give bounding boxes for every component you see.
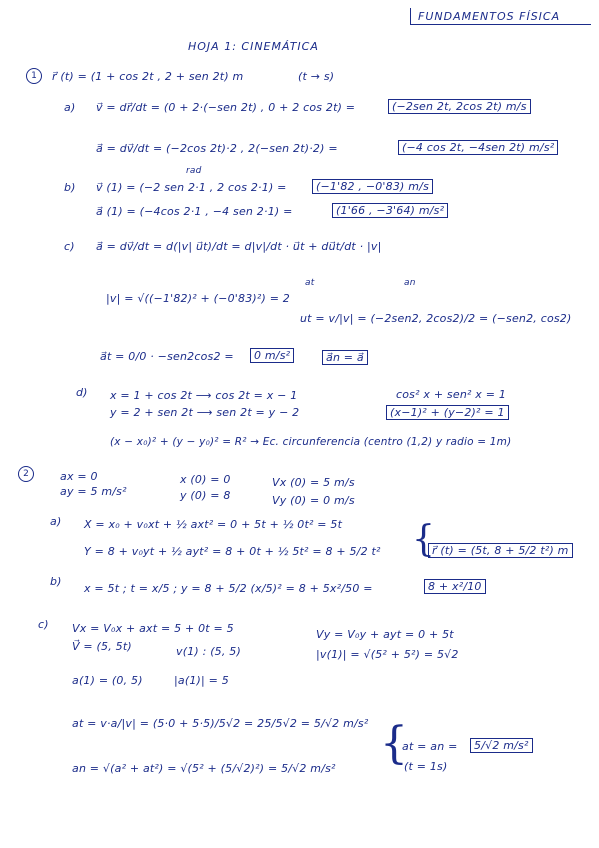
ex2-c-vy: Vy = V₀y + ayt = 0 + 5t <box>316 628 454 641</box>
ex1-a-acceleration-result: (−4 cos 2t, −4sen 2t) m/s² <box>398 140 558 155</box>
ex2-c-result: 5/√2 m/s² <box>470 738 533 753</box>
ex1-d-circle-equation: (x − x₀)² + (y − y₀)² = R² → Ec. circunferencia (centro (1,2) y radio = 1m) <box>110 436 512 448</box>
sheet-title: HOJA 1: CINEMÁTICA <box>188 40 319 53</box>
ex2-c-normal-acc: an = √(a² + at²) = √(5² + (5/√2)²) = 5/√2 m/s² <box>72 762 336 775</box>
ex2-c-acceleration-at-1: a(1) = (0, 5) <box>72 674 143 687</box>
exercise-1-number: 1 <box>26 68 42 84</box>
ex1-b-velocity: v⃗ (1) = (−2 sen 2·1 , 2 cos 2·1) = <box>96 181 287 194</box>
ex1-d-trajectory-result: (x−1)² + (y−2)² = 1 <box>386 405 509 420</box>
exercise-2-number: 2 <box>18 466 34 482</box>
ex2-c-label: c) <box>38 618 49 631</box>
ex2-a-brace: { <box>412 519 435 560</box>
ex1-c-at-label: at <box>305 278 315 288</box>
ex1-a-label: a) <box>64 101 76 114</box>
ex2-c-tangential-acc: at = v·a/|v| = (5·0 + 5·5)/5√2 = 25/5√2 = 5/√2 m/s² <box>72 717 369 730</box>
ex2-c-brace: { <box>380 718 408 769</box>
ex1-c-tangential-acc: a⃗t = 0/0 · −sen2cos2 = <box>100 350 234 363</box>
ex1-a-acceleration: a⃗ = dv⃗/dt = (−2cos 2t)·2 , 2(−sen 2t)·2) = <box>96 142 338 155</box>
ex2-c-velocity-at-1: v(1) : (5, 5) <box>176 645 241 658</box>
ex2-b-trajectory: x = 5t ; t = x/5 ; y = 8 + 5/2 (x/5)² = 8 + 5x²/50 = <box>84 582 373 595</box>
ex1-c-normal-result: a⃗n = a⃗ <box>322 350 368 365</box>
ex2-x0: x (0) = 0 <box>180 473 231 486</box>
ex2-b-trajectory-result: 8 + x²/10 <box>424 579 486 594</box>
ex2-c-result-label: at = an = <box>402 740 458 753</box>
ex1-d-label: d) <box>76 386 88 399</box>
ex1-c-label: c) <box>64 240 75 253</box>
ex2-c-speed-at-1: |v(1)| = √(5² + 5²) = 5√2 <box>316 648 459 661</box>
ex1-b-acceleration-result: (1'66 , −3'64) m/s² <box>332 203 448 218</box>
ex2-vy0: Vy (0) = 0 m/s <box>272 494 355 507</box>
ex2-ax: ax = 0 <box>60 470 98 483</box>
ex1-b-acceleration: a⃗ (1) = (−4cos 2·1 , −4 sen 2·1) = <box>96 205 293 218</box>
ex1-c-unit-tangent: ut = v/|v| = (−2sen2, 2cos2)/2 = (−sen2, cos2) <box>300 312 572 325</box>
ex1-c-an-label: an <box>404 278 416 288</box>
ex2-vx0: Vx (0) = 5 m/s <box>272 476 355 489</box>
ex2-b-label: b) <box>50 575 62 588</box>
ex1-b-rad-note: rad <box>186 166 202 176</box>
ex1-d-y-equation: y = 2 + sen 2t ⟶ sen 2t = y − 2 <box>110 406 300 419</box>
ex1-c-speed-modulus: |v| = √((−1'82)² + (−0'83)²) = 2 <box>106 292 291 305</box>
ex2-y0: y (0) = 8 <box>180 489 231 502</box>
ex2-ay: ay = 5 m/s² <box>60 485 127 498</box>
ex1-units-note: (t → s) <box>298 70 335 83</box>
ex1-c-decomposition: a⃗ = dv⃗/dt = d(|v| u⃗t)/dt = d|v|/dt · u⃗t + du⃗t/dt · |v| <box>96 240 382 253</box>
ex1-a-velocity: v⃗ = dr⃗/dt = (0 + 2·(−sen 2t) , 0 + 2 cos 2t) = <box>96 101 356 114</box>
ex1-c-tangential-result: 0 m/s² <box>250 348 294 363</box>
ex1-d-x-equation: x = 1 + cos 2t ⟶ cos 2t = x − 1 <box>110 389 298 402</box>
ex1-d-trig-identity: cos² x + sen² x = 1 <box>396 388 507 401</box>
ex2-a-x-equation: X = x₀ + v₀xt + ½ axt² = 0 + 5t + ½ 0t² = 5t <box>84 518 343 531</box>
ex2-a-position-result: r⃗ (t) = (5t, 8 + 5/2 t²) m <box>428 543 573 558</box>
ex2-c-result-time: (t = 1s) <box>404 760 448 773</box>
ex2-a-y-equation: Y = 8 + v₀yt + ½ ayt² = 8 + 0t + ½ 5t² = 8 + 5/2 t² <box>84 545 381 558</box>
ex1-statement: r⃗ (t) = (1 + cos 2t , 2 + sen 2t) m <box>52 70 244 83</box>
ex2-a-label: a) <box>50 515 62 528</box>
ex2-c-acceleration-modulus: |a(1)| = 5 <box>174 674 229 687</box>
ex1-b-velocity-result: (−1'82 , −0'83) m/s <box>312 179 433 194</box>
ex1-b-label: b) <box>64 181 76 194</box>
ex2-c-velocity: V⃗ = (5, 5t) <box>72 640 132 653</box>
ex2-c-vx: Vx = V₀x + axt = 5 + 0t = 5 <box>72 622 234 635</box>
ex1-a-velocity-result: (−2sen 2t, 2cos 2t) m/s <box>388 99 531 114</box>
course-name: FUNDAMENTOS FÍSICA <box>418 10 561 23</box>
